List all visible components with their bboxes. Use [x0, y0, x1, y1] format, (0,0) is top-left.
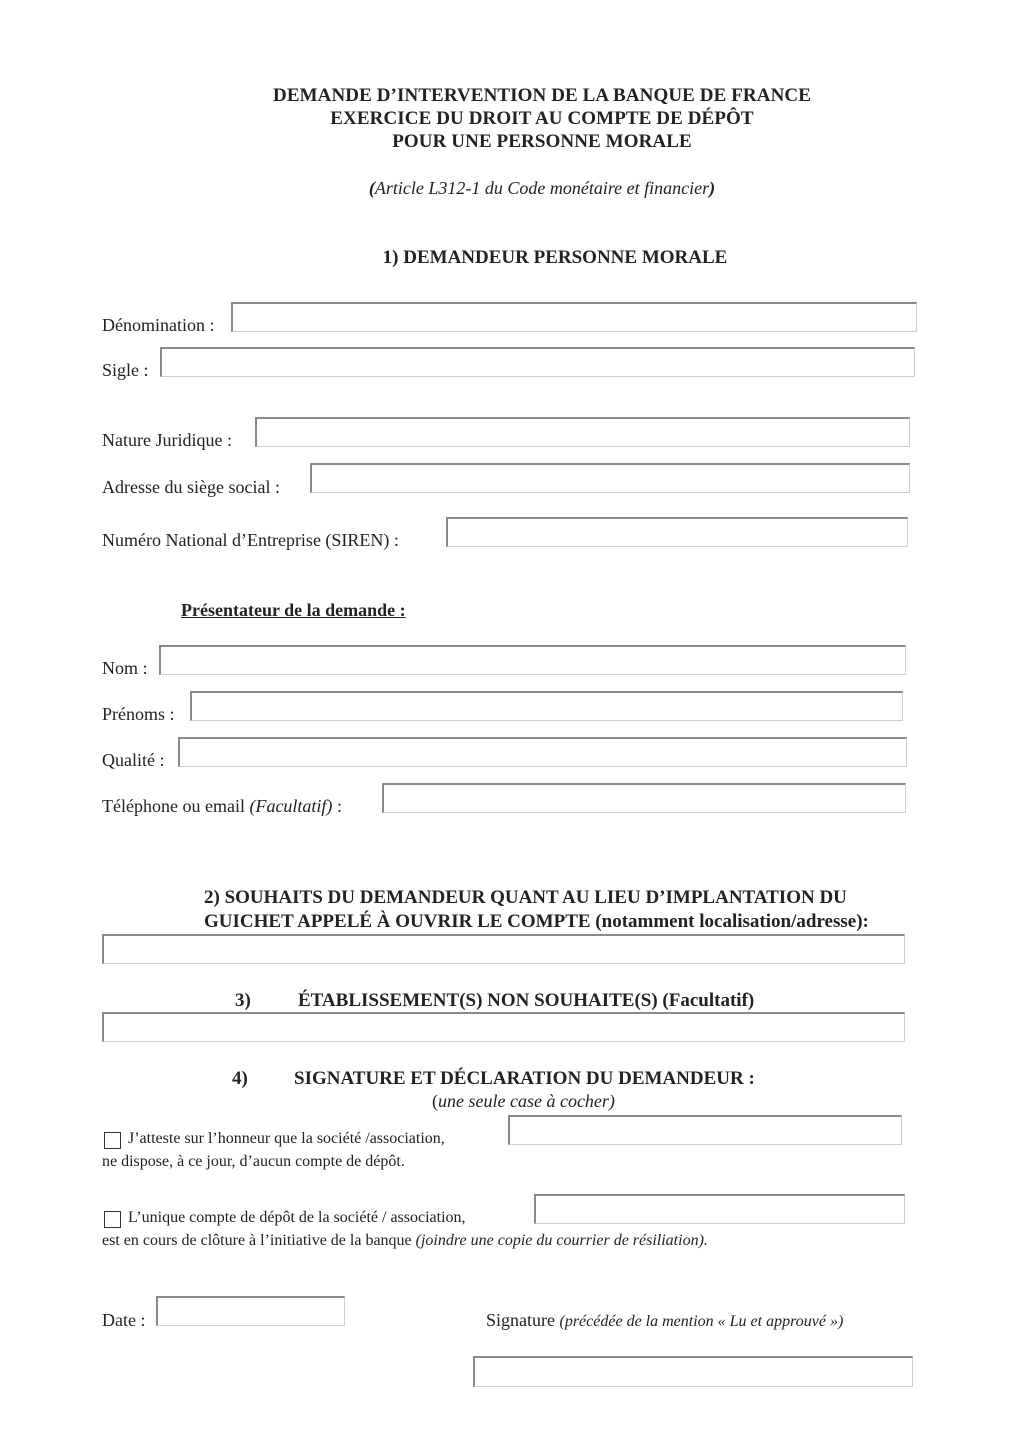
section1-heading: 1) DEMANDEUR PERSONNE MORALE — [382, 247, 728, 268]
qualite-label: Qualité : — [102, 750, 165, 770]
nom-label: Nom : — [102, 658, 148, 678]
nature-juridique-field[interactable] — [255, 417, 910, 447]
option2-line1: L’unique compte de dépôt de la société / association, — [128, 1209, 466, 1226]
contact-label: Téléphone ou email (Facultatif) : — [102, 796, 342, 816]
signature-label: Signature (précédée de la mention « Lu et approuvé ») — [486, 1310, 844, 1330]
option1-line1: J’atteste sur l’honneur que la société /association, — [128, 1130, 445, 1147]
adresse-field[interactable] — [310, 463, 910, 493]
prenoms-label: Prénoms : — [102, 704, 175, 724]
nature-juridique-label: Nature Juridique : — [102, 430, 232, 450]
option2-company-field[interactable] — [534, 1194, 905, 1224]
siren-field[interactable] — [446, 517, 908, 547]
section2-heading-line2: GUICHET APPELÉ À OUVRIR LE COMPTE (notamment localisation/adresse): — [204, 911, 869, 932]
presenter-heading: Présentateur de la demande : — [181, 600, 406, 620]
section4-note: (une seule case à cocher) — [432, 1091, 615, 1111]
denomination-field[interactable] — [231, 302, 917, 332]
section4-number: 4) — [232, 1068, 248, 1089]
date-field[interactable] — [156, 1296, 345, 1326]
guichet-location-field[interactable] — [102, 934, 905, 964]
sigle-label: Sigle : — [102, 360, 149, 380]
siren-label: Numéro National d’Entreprise (SIREN) : — [102, 530, 399, 550]
article-reference: (Article L312-1 du Code monétaire et financier) — [368, 178, 716, 198]
adresse-label: Adresse du siège social : — [102, 477, 280, 497]
option2-checkbox[interactable] — [104, 1211, 121, 1228]
section2-heading-line1: 2) SOUHAITS DU DEMANDEUR QUANT AU LIEU D’IMPLANTATION DU — [204, 887, 847, 908]
signature-field[interactable] — [473, 1356, 913, 1387]
contact-field[interactable] — [382, 783, 906, 813]
excluded-establishments-field[interactable] — [102, 1012, 905, 1042]
form-title-line2: EXERCICE DU DROIT AU COMPTE DE DÉPÔT — [330, 108, 754, 129]
option2-line2: est en cours de clôture à l’initiative de la banque (joindre une copie du courrier de résiliation). — [102, 1232, 708, 1249]
section3-number: 3) — [235, 990, 251, 1011]
form-title-line1: DEMANDE D’INTERVENTION DE LA BANQUE DE FRANCE — [273, 85, 811, 106]
date-label: Date : — [102, 1310, 146, 1330]
denomination-label: Dénomination : — [102, 315, 215, 335]
option1-company-field[interactable] — [508, 1115, 902, 1145]
prenoms-field[interactable] — [190, 691, 903, 721]
sigle-field[interactable] — [160, 347, 915, 377]
section3-heading: ÉTABLISSEMENT(S) NON SOUHAITE(S) (Facultatif) — [298, 990, 755, 1011]
option1-checkbox[interactable] — [104, 1132, 121, 1149]
option1-line2: ne dispose, à ce jour, d’aucun compte de dépôt. — [102, 1153, 405, 1170]
form-title-line3: POUR UNE PERSONNE MORALE — [392, 131, 692, 152]
qualite-field[interactable] — [178, 737, 907, 767]
section4-heading: SIGNATURE ET DÉCLARATION DU DEMANDEUR : — [294, 1068, 755, 1089]
nom-field[interactable] — [159, 645, 906, 675]
